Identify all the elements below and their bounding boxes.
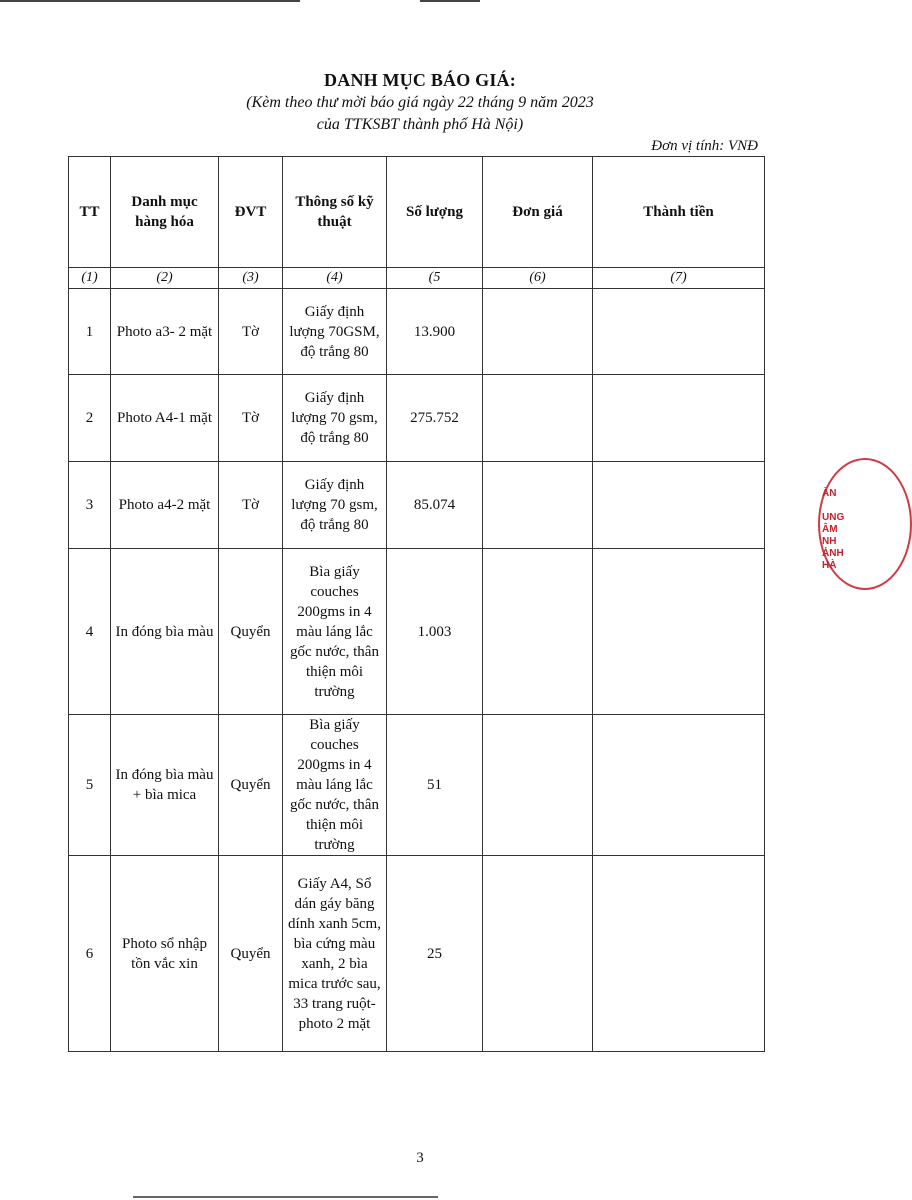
stamp-line: UNG (822, 512, 845, 523)
column-number: (6) (483, 268, 593, 289)
stamp-line: ẢNH (822, 548, 844, 559)
table-row (69, 715, 765, 856)
header-specification: Thông số kỹ thuật (283, 157, 387, 268)
item-name: In đóng bìa màu (111, 549, 219, 715)
column-number-row (69, 268, 765, 289)
official-red-stamp (818, 458, 848, 588)
item-unit-price (483, 715, 593, 856)
item-name: In đóng bìa màu + bìa mica (111, 715, 219, 856)
item-total (593, 549, 765, 715)
table-row (69, 856, 765, 1052)
column-number: (4) (283, 268, 387, 289)
document-subtitle-line-2: của TTKSBT thành phố Hà Nội) (316, 116, 524, 133)
item-quantity: 13.900 (387, 289, 483, 375)
item-specification: Bìa giấy couches 200gms in 4 màu láng lắc gốc nước, thân thiện môi trường (283, 715, 387, 856)
item-specification: Giấy định lượng 70GSM, độ trắng 80 (283, 289, 387, 375)
row-number: 5 (69, 715, 111, 856)
item-unit: Quyển (219, 856, 283, 1052)
item-unit: Quyển (219, 549, 283, 715)
stamp-line (822, 500, 844, 512)
item-specification: Giấy định lượng 70 gsm, độ trắng 80 (283, 462, 387, 549)
column-number: (2) (111, 268, 219, 289)
column-number: (5 (387, 268, 483, 289)
header-total: Thành tiền (593, 157, 765, 268)
column-number: (3) (219, 268, 283, 289)
column-number: (1) (69, 268, 111, 289)
item-name: Photo a3- 2 mặt (111, 289, 219, 375)
page-number: 3 (416, 1150, 424, 1166)
item-specification: Giấy A4, Sổ dán gáy băng dính xanh 5cm, bìa cứng màu xanh, 2 bìa mica trước sau, 33 trang ruột- photo 2 mặt (283, 856, 387, 1052)
bottom-edge-rule (133, 1196, 438, 1198)
item-name: Photo a4-2 mặt (111, 462, 219, 549)
item-specification: Bìa giấy couches 200gms in 4 màu láng lắc gốc nước, thân thiện môi trường (283, 549, 387, 715)
item-quantity: 51 (387, 715, 483, 856)
item-total (593, 375, 765, 462)
top-edge-rule (0, 0, 300, 2)
item-total (593, 715, 765, 856)
header-item-name: Danh mục hàng hóa (111, 157, 219, 268)
header-unit: ĐVT (219, 157, 283, 268)
header-tt: TT (69, 157, 111, 268)
table-row (69, 375, 765, 462)
row-number: 6 (69, 856, 111, 1052)
item-quantity: 275.752 (387, 375, 483, 462)
stamp-line: ÂM (822, 524, 838, 535)
item-quantity: 25 (387, 856, 483, 1052)
table-row (69, 289, 765, 375)
item-unit: Tờ (219, 375, 283, 462)
document-subtitle-line-1: (Kèm theo thư mời báo giá ngày 22 tháng 9 năm 2023 (246, 94, 594, 111)
stamp-line: HÀ (822, 560, 837, 571)
header-unit-price: Đơn giá (483, 157, 593, 268)
row-number: 4 (69, 549, 111, 715)
item-unit: Tờ (219, 462, 283, 549)
stamp-line: ÀN (822, 488, 837, 499)
stamp-line: NH (822, 536, 837, 547)
row-number: 1 (69, 289, 111, 375)
top-edge-rule (420, 0, 480, 2)
item-total (593, 462, 765, 549)
item-unit-price (483, 289, 593, 375)
item-unit: Tờ (219, 289, 283, 375)
currency-unit-label: Đơn vị tính: VNĐ (651, 138, 758, 154)
item-unit: Quyển (219, 715, 283, 856)
stamp-text (822, 488, 844, 572)
table-header-row (69, 157, 765, 268)
table-row (69, 549, 765, 715)
column-number: (7) (593, 268, 765, 289)
table-row (69, 462, 765, 549)
row-number: 3 (69, 462, 111, 549)
item-unit-price (483, 462, 593, 549)
price-quote-table (68, 156, 765, 1052)
item-total (593, 289, 765, 375)
item-specification: Giấy định lượng 70 gsm, độ trắng 80 (283, 375, 387, 462)
item-total (593, 856, 765, 1052)
item-unit-price (483, 375, 593, 462)
item-name: Photo sổ nhập tồn vắc xin (111, 856, 219, 1052)
item-quantity: 85.074 (387, 462, 483, 549)
item-name: Photo A4-1 mặt (111, 375, 219, 462)
item-unit-price (483, 549, 593, 715)
document-title: DANH MỤC BÁO GIÁ: (324, 70, 516, 90)
header-quantity: Số lượng (387, 157, 483, 268)
item-unit-price (483, 856, 593, 1052)
item-quantity: 1.003 (387, 549, 483, 715)
row-number: 2 (69, 375, 111, 462)
